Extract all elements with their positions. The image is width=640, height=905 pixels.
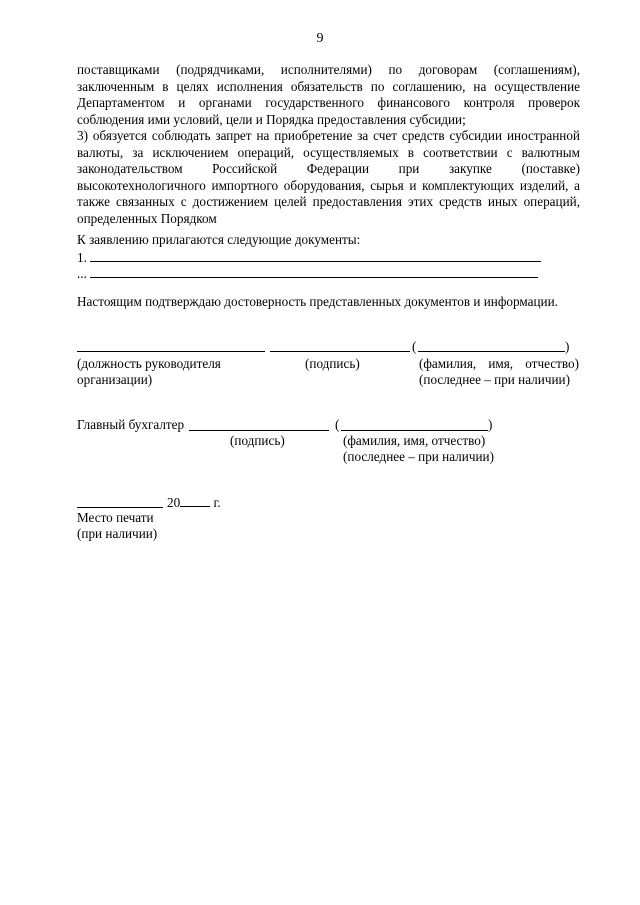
attachment-item-2 xyxy=(77,265,538,283)
date-year xyxy=(167,494,221,512)
body-line: также связанных с достижением целей предоставления этих средств иных операций, xyxy=(77,194,580,209)
body-line: валюты, за исключением операций, осуществляемых в соответствии с валютным xyxy=(77,144,580,160)
accountant-signature-line[interactable] xyxy=(189,430,329,431)
attachments-intro: К заявлению прилагаются следующие документы: xyxy=(77,232,361,247)
head-name-label: (фамилия, имя, отчество) xyxy=(419,356,579,371)
accountant-name-close-paren: ) xyxy=(488,417,493,432)
attachment-item-1-prefix: 1. xyxy=(77,250,87,265)
date-year-suffix: г. xyxy=(213,495,221,510)
head-position-label: (должность руководителя xyxy=(77,356,221,371)
head-name-label-2: (последнее – при наличии) xyxy=(419,372,570,387)
date-year-prefix: 20 xyxy=(167,495,181,510)
accountant-title: Главный бухгалтер xyxy=(77,417,185,432)
head-name-close-paren: ) xyxy=(565,339,570,354)
body-line: 3) обязуется соблюдать запрет на приобретение за счет средств субсидии иностранной xyxy=(77,128,580,143)
date-day-month-line[interactable] xyxy=(77,507,163,508)
stamp-note: (при наличии) xyxy=(77,526,158,541)
attachment-item-2-line[interactable] xyxy=(90,265,538,278)
body-line: поставщиками (подрядчиками, исполнителями) по договорам (соглашениям), xyxy=(77,62,580,77)
body-line: соблюдения ими условий, цели и Порядка предоставления субсидии; xyxy=(77,111,466,127)
body-line: Департаментом и органами государственного финансового контроля проверок xyxy=(77,95,580,110)
head-name-line[interactable] xyxy=(418,351,565,352)
accountant-name-open-paren: ( xyxy=(335,417,340,432)
stamp-label: Место печати xyxy=(77,510,154,525)
body-line: высокотехнологичного импортного оборудования, сырья и комплектующих изделий, а xyxy=(77,177,580,193)
head-position-line[interactable] xyxy=(77,351,265,352)
head-name-open-paren: ( xyxy=(412,339,417,354)
body-line: законодательством Российской Федерации при закупке (поставке) xyxy=(77,161,580,176)
accountant-name-label: (фамилия, имя, отчество) xyxy=(343,433,486,448)
head-position-label-2: организации) xyxy=(77,372,153,387)
body-line: определенных Порядком xyxy=(77,210,217,226)
accountant-signature-label: (подпись) xyxy=(230,433,285,448)
head-signature-line[interactable] xyxy=(270,351,410,352)
head-signature-label: (подпись) xyxy=(305,356,360,371)
accountant-name-line[interactable] xyxy=(341,430,488,431)
date-year-line[interactable] xyxy=(180,494,210,507)
attachment-item-2-prefix: ... xyxy=(77,266,87,281)
body-line: заключенным в целях исполнения обязательств по соглашению, на осуществление xyxy=(77,78,580,94)
attachment-item-1 xyxy=(77,249,541,267)
page-number: 9 xyxy=(316,31,324,46)
body-paragraph xyxy=(77,62,580,227)
accountant-name-label-2: (последнее – при наличии) xyxy=(343,449,494,464)
attachment-item-1-line[interactable] xyxy=(90,249,541,262)
confirm-statement: Настоящим подтверждаю достоверность представленных документов и информации. xyxy=(77,294,558,309)
